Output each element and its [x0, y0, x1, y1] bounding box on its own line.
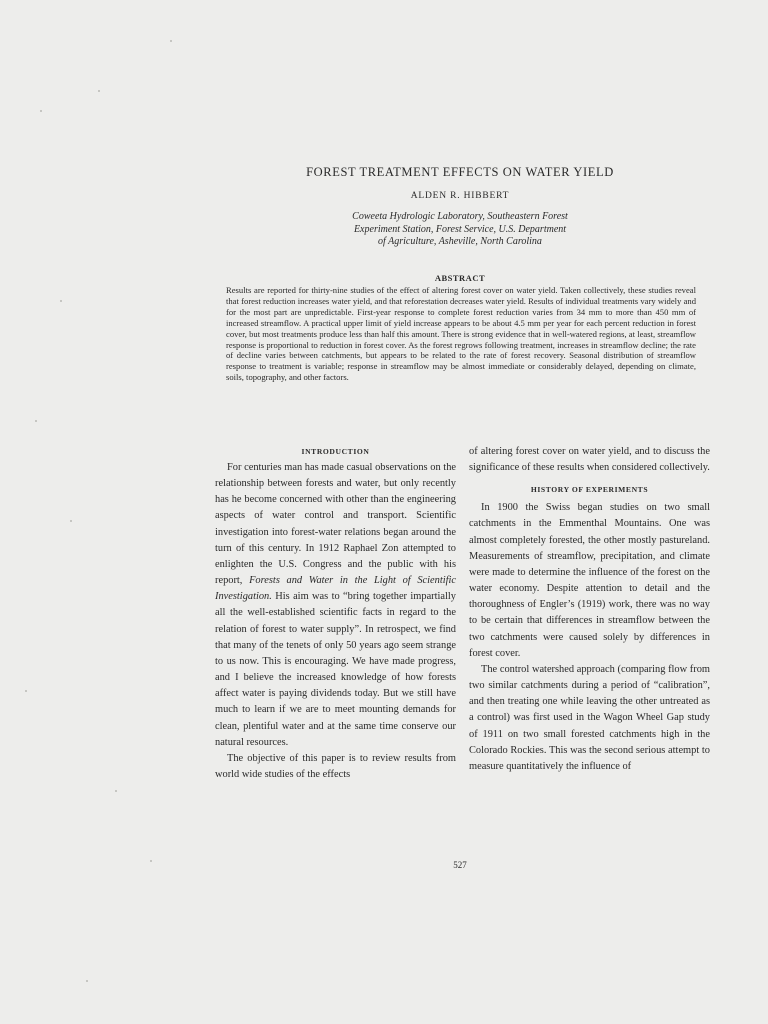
left-column	[215, 444, 456, 783]
scan-speck	[150, 860, 152, 862]
scan-speck	[115, 790, 117, 792]
history-paragraph: In 1900 the Swiss began studies on two small catchments in the Emmenthal Mountains. One was almost completely forested, the other mostly pastureland. Measurements of streamflow, precipitation, and climate were made to determine the influence of the forest on the water economy. Despite attention to detail and the thoroughness of Engler’s (1919) work, there was no way to be certain that differences in streamflow between the two catchments were caused solely by differences in forest cover.	[469, 502, 710, 659]
affiliation-line: of Agriculture, Asheville, North Carolina	[378, 236, 542, 247]
affiliation-line: Experiment Station, Forest Service, U.S. Department	[353, 223, 567, 235]
author-affiliation	[300, 211, 620, 249]
scan-speck	[25, 690, 27, 692]
history-paragraph: The control watershed approach (comparing flow from two similar catchments during a period of “calibration”, and then treating one while leaving the other untreated as a control) was first used in the Wagon Wheel Gap study of 1911 on two small forested catchments high in the Colorado Rockies. This was the second serious attempt to measure quantitatively the influence of	[469, 663, 710, 772]
introduction-paragraph-continued: of altering forest cover on water yield, and to discuss the significance of these results when considered collectively.	[469, 446, 710, 474]
author-name: ALDEN R. HIBBERT	[410, 191, 510, 201]
scan-speck	[170, 40, 172, 42]
scan-speck	[70, 520, 72, 522]
abstract-text: Results are reported for thirty-nine studies of the effect of altering forest cover on water yield. Taken collectively, these studies reveal that forest reduction increases water yield, and that reforestation decreases water yield. Results of individual treatments vary widely and for the most part are unpredictable. First-year response to complete forest reduction varies from 34 mm to more than 450 mm of increased streamflow. A practical upper limit of yield increase appears to be about 4.5 mm per year for each percent reduction in forest cover, but most treatments produce less than half this amount. There is strong evidence that in well-watered regions, at least, streamflow response is proportional to reduction in forest cover. As the forest regrows following treatment, increases in streamflow decline; the rate of decline varies between catchments, but appears to be related to the rate of forest recovery. Seasonal distribution of streamflow response to treatment is variable; response in streamflow may be almost immediate or considerably delayed, depending on climate, soils, topography, and other factors.	[226, 285, 696, 383]
scan-speck	[86, 980, 88, 982]
abstract-heading: ABSTRACT	[434, 273, 486, 283]
affiliation-line: Coweeta Hydrologic Laboratory, Southeastern Forest	[352, 211, 568, 222]
history-heading: HISTORY OF EXPERIMENTS	[530, 485, 649, 495]
cited-report-title: Forests and Water in the Light of Scientific Investigation.	[215, 575, 456, 603]
scan-speck	[60, 300, 62, 302]
page-number: 527	[453, 860, 467, 870]
scan-speck	[35, 420, 37, 422]
right-column	[469, 444, 710, 775]
text-run: For centuries man has made casual observations on the relationship between forests and water, but only recently has he become concerned with other than the engineering aspects of water control and transport. Scientific investigation into forest-water relations began around the turn of this century. In 1912 Raphael Zon attempted to enlighten the U.S. Congress and the public with his report,	[215, 462, 456, 587]
introduction-paragraph	[215, 460, 456, 751]
text-run: His aim was to “bring together impartially all the well-established scientific facts in regard to the relation of forest to water supply”. In retrospect, we find that many of the tenets of only 50 years ago seem strange to us now. This is encouraging. We have made progress, and I believe the increased knowledge of how forests affect water is paying dividends today. But we still have much to learn if we are to meet mounting demands for clean, plentiful water and at the same time conserve our natural resources.	[215, 591, 456, 748]
introduction-paragraph: The objective of this paper is to review results from world wide studies of the effects	[215, 752, 456, 780]
scan-speck	[98, 90, 100, 92]
scan-speck	[40, 110, 42, 112]
introduction-heading: INTRODUCTION	[301, 447, 370, 456]
paper-title: FOREST TREATMENT EFFECTS ON WATER YIELD	[306, 165, 614, 179]
